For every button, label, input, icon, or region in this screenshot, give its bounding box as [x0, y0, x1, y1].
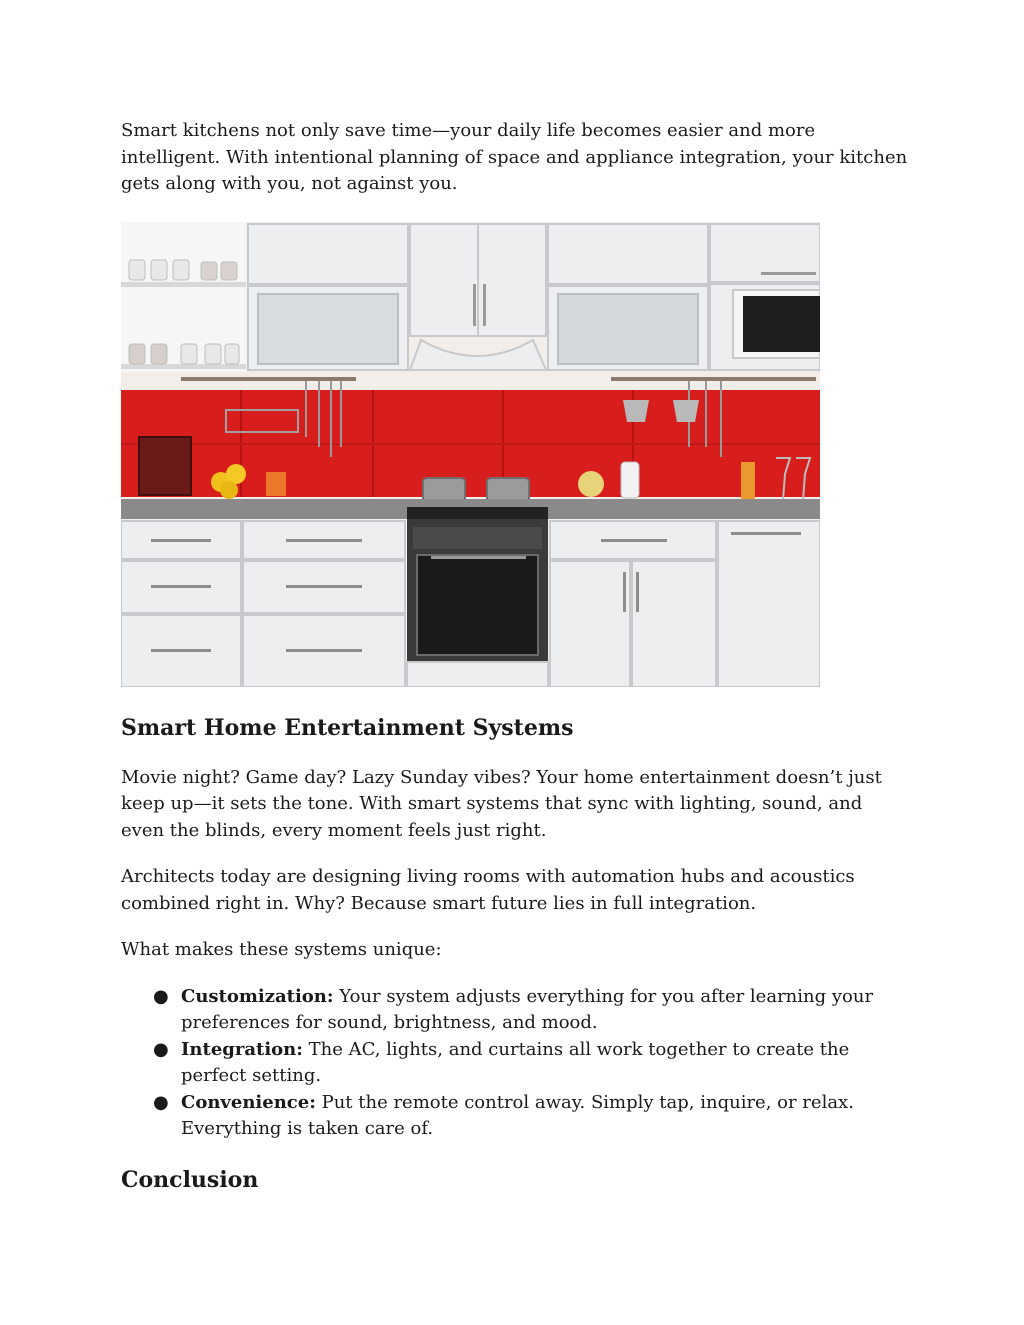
- section-paragraph: Movie night? Game day? Lazy Sunday vibes? Your home entertainment doesn’t just keep up—it sets the tone. With smart systems that sync with lighting, sound, and even the blinds, every moment feels just right.: [121, 766, 882, 841]
- list-intro: What makes these systems unique:: [121, 939, 442, 960]
- bullet-icon: ●: [153, 985, 169, 1007]
- section-paragraph: Architects today are designing living rooms with automation hubs and acoustics combined right in. Why? Because smart future lies in full integration.: [121, 866, 855, 914]
- section-heading: Smart Home Entertainment Systems: [121, 714, 574, 741]
- document-page: [121, 118, 911, 1217]
- list-item: [121, 984, 911, 1037]
- conclusion-heading: Conclusion: [121, 1166, 259, 1193]
- list-item-text: The AC, lights, and curtains all work together to create the perfect setting.: [181, 1038, 850, 1086]
- list-item-term: Integration:: [181, 1038, 303, 1060]
- list-item: [121, 1090, 911, 1143]
- intro-paragraph: Smart kitchens not only save time—your daily life becomes easier and more intelligent. With intentional planning of space and appliance integration, your kitchen gets along with you, not against you.: [121, 120, 908, 194]
- list-item-term: Customization:: [181, 985, 334, 1007]
- list-item-text: Put the remote control away. Simply tap, inquire, or relax. Everything is taken care of.: [181, 1091, 854, 1139]
- bullet-icon: ●: [153, 1038, 169, 1060]
- bullet-icon: ●: [153, 1091, 169, 1113]
- feature-list: [121, 984, 911, 1143]
- list-item-term: Convenience:: [181, 1091, 316, 1113]
- list-item: [121, 1037, 911, 1090]
- list-item-text: Your system adjusts everything for you after learning your preferences for sound, brightness, and mood.: [181, 985, 874, 1033]
- kitchen-photo: [121, 222, 820, 687]
